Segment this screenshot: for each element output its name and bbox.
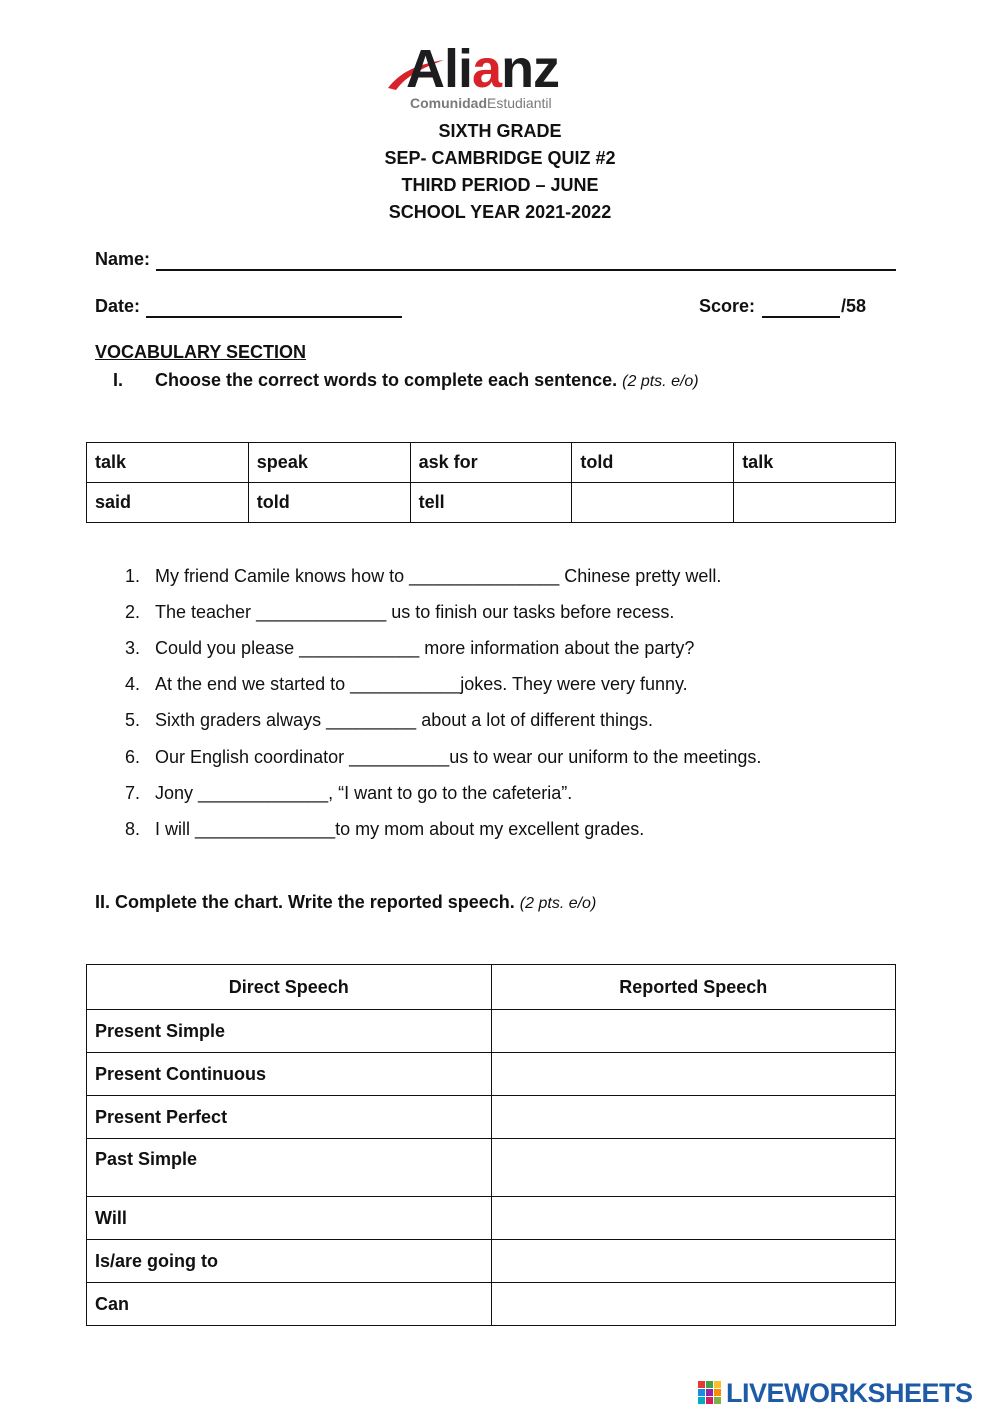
tense-cell: Present Continuous <box>87 1053 492 1096</box>
answer-blank[interactable]: ______________ <box>195 819 336 839</box>
answer-blank[interactable]: _____________ <box>256 602 387 622</box>
reported-answer-cell[interactable] <box>491 1139 896 1197</box>
vocab-instruction: Choose the correct words to complete each sentence. (2 pts. e/o) <box>155 370 699 390</box>
question-item: 2. The teacher _____________ us to finish our tasks before recess. <box>125 602 675 622</box>
answer-blank[interactable]: ___________ <box>350 674 461 694</box>
vocabulary-section-title: VOCABULARY SECTION <box>95 342 307 362</box>
table-row <box>87 1010 896 1053</box>
word-bank-cell <box>734 483 896 523</box>
date-input-line[interactable] <box>146 316 402 318</box>
word-bank-cell: talk <box>734 443 896 483</box>
reported-answer-cell[interactable] <box>491 1053 896 1096</box>
speech-instruction: II. Complete the chart. Write the reported speech. (2 pts. e/o) <box>95 892 597 912</box>
tense-cell: Past Simple <box>87 1139 492 1197</box>
grade-title: SIXTH GRADE <box>438 121 562 141</box>
reported-speech-header: Reported Speech <box>491 965 896 1010</box>
reported-answer-cell[interactable] <box>491 1283 896 1326</box>
word-bank-table <box>86 442 896 523</box>
word-bank-cell: told <box>248 483 410 523</box>
logo-wordmark: Alianz <box>406 39 560 99</box>
table-row <box>87 1240 896 1283</box>
word-bank-cell: speak <box>248 443 410 483</box>
table-row <box>87 1139 896 1197</box>
answer-blank[interactable]: _____________ <box>198 783 329 803</box>
score-input-line[interactable] <box>762 316 840 318</box>
name-label: Name: <box>95 249 151 269</box>
word-bank-cell: tell <box>410 483 572 523</box>
table-row <box>87 1197 896 1240</box>
table-row <box>87 1053 896 1096</box>
word-bank-cell <box>572 483 734 523</box>
word-bank-row <box>87 483 896 523</box>
word-bank-cell: said <box>87 483 249 523</box>
tense-cell: Is/are going to <box>87 1240 492 1283</box>
reported-answer-cell[interactable] <box>491 1096 896 1139</box>
question-item: 5. Sixth graders always _________ about a lot of different things. <box>125 710 654 730</box>
answer-blank[interactable]: __________ <box>349 747 450 767</box>
tense-cell: Can <box>87 1283 492 1326</box>
tense-cell: Will <box>87 1197 492 1240</box>
speech-roman-numeral: II <box>95 892 106 912</box>
tense-cell: Present Perfect <box>87 1096 492 1139</box>
word-bank-row <box>87 443 896 483</box>
question-item: 3. Could you please ____________ more information about the party? <box>125 638 695 658</box>
speech-points: (2 pts. e/o) <box>519 895 597 912</box>
reported-speech-table <box>86 964 896 1326</box>
school-year-title: SCHOOL YEAR 2021-2022 <box>388 202 612 222</box>
tense-cell: Present Simple <box>87 1010 492 1053</box>
reported-answer-cell[interactable] <box>491 1010 896 1053</box>
question-item: 8. I will ______________to my mom about my excellent grades. <box>125 819 645 839</box>
answer-blank[interactable]: ____________ <box>299 638 420 658</box>
vocab-points: (2 pts. e/o) <box>622 373 699 390</box>
answer-blank[interactable]: _________ <box>326 710 417 730</box>
quiz-title: SEP- CAMBRIDGE QUIZ #2 <box>384 148 616 168</box>
question-item: 6. Our English coordinator __________us to wear our uniform to the meetings. <box>125 747 762 767</box>
word-bank-cell: ask for <box>410 443 572 483</box>
table-row <box>87 1283 896 1326</box>
reported-answer-cell[interactable] <box>491 1197 896 1240</box>
reported-answer-cell[interactable] <box>491 1240 896 1283</box>
school-logo <box>386 39 596 116</box>
table-row <box>87 1096 896 1139</box>
question-item: 1. My friend Camile knows how to _______________ Chinese pretty well. <box>125 566 722 586</box>
liveworksheets-brand: LIVEWORKSHEETS <box>726 1378 973 1408</box>
table-header-row <box>87 965 896 1010</box>
name-input-line[interactable] <box>156 269 896 271</box>
liveworksheets-watermark <box>698 1378 994 1408</box>
vocab-roman-numeral: I. <box>113 370 124 390</box>
date-label: Date: <box>95 296 141 316</box>
direct-speech-header: Direct Speech <box>87 965 492 1010</box>
logo-subtitle: ComunidadEstudiantil <box>410 95 552 111</box>
score-total: /58 <box>841 296 867 316</box>
question-item: 4. At the end we started to ___________jokes. They were very funny. <box>125 674 688 694</box>
word-bank-cell: talk <box>87 443 249 483</box>
question-item: 7. Jony _____________, “I want to go to the cafeteria”. <box>125 783 573 803</box>
period-title: THIRD PERIOD – JUNE <box>401 175 599 195</box>
answer-blank[interactable]: _______________ <box>409 566 560 586</box>
word-bank-cell: told <box>572 443 734 483</box>
liveworksheets-logo-icon <box>698 1381 722 1405</box>
score-label: Score: <box>699 296 756 316</box>
